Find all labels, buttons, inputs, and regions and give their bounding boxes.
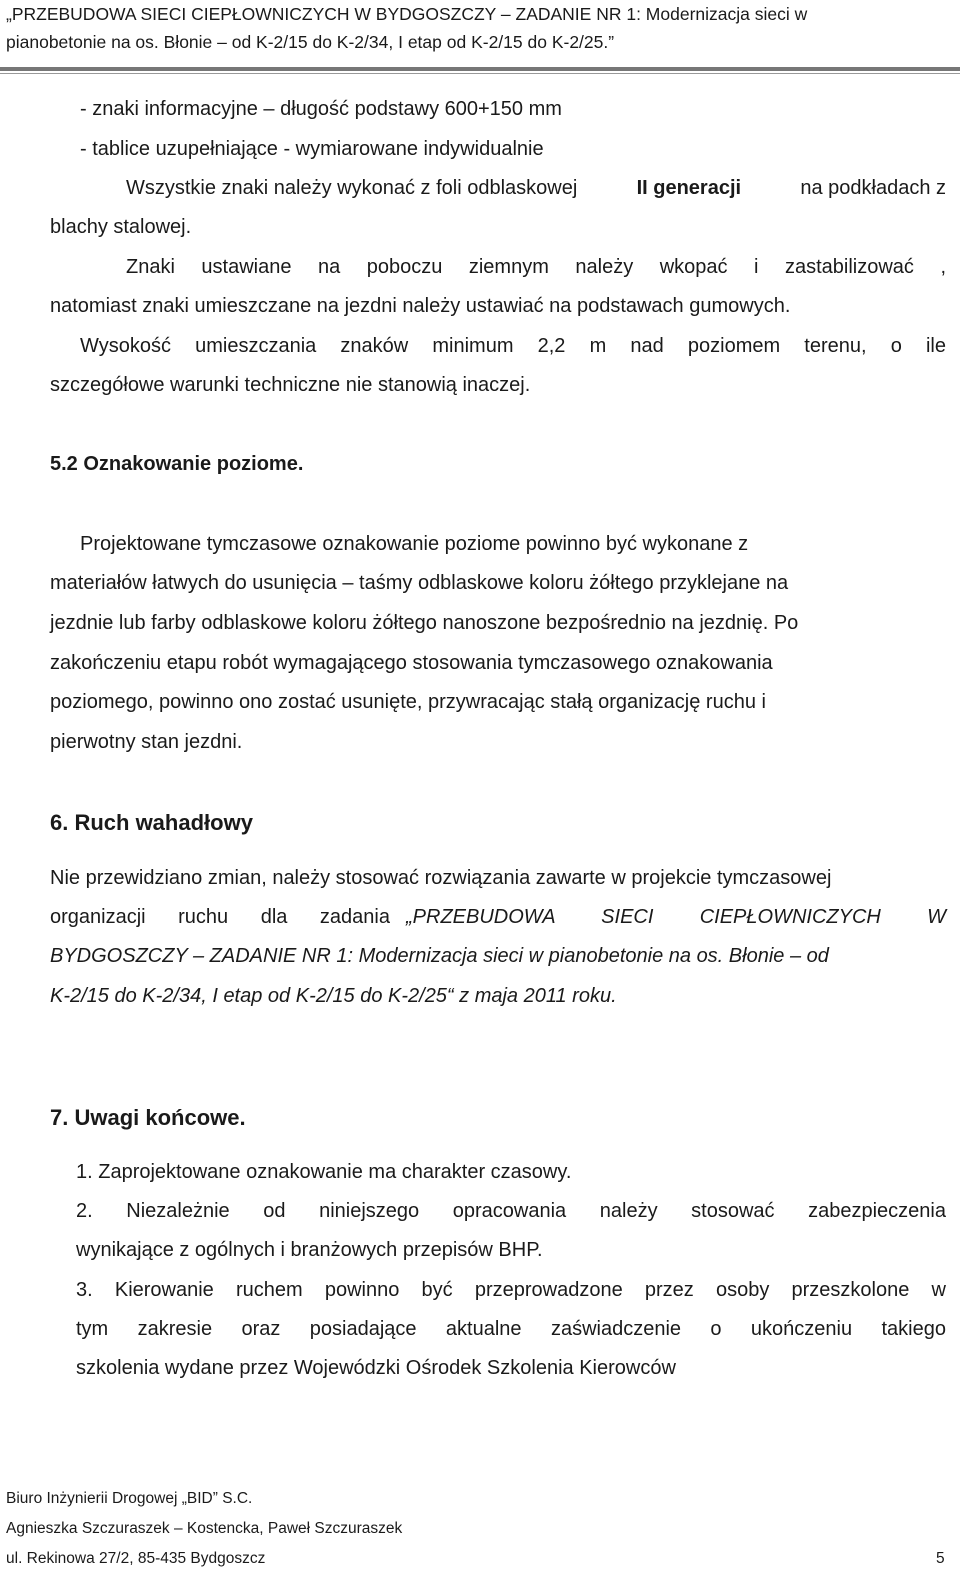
paragraph-line: jezdnie lub farby odblaskowe koloru żółtego nanoszone bezpośrednio na jezdnię. Po	[50, 612, 799, 634]
italic-line: K-2/15 do K-2/34, I etap od K-2/15 do K-2/25“ z maja 2011 roku.	[50, 985, 617, 1007]
bold-text: II generacji	[636, 177, 742, 199]
list-item: 1. Zaprojektowane oznakowanie ma charakter czasowy.	[76, 1161, 572, 1183]
text-span: na podkładach z	[800, 177, 946, 199]
header-rule	[0, 67, 960, 71]
footer-authors: Agnieszka Szczuraszek – Kostencka, Paweł Szczuraszek	[6, 1520, 403, 1537]
paragraph-line: Znaki ustawiane na poboczu ziemnym należy wkopać i zastabilizować ,	[126, 256, 946, 278]
header-line-2: pianobetonie na os. Błonie – od K-2/15 do K-2/34, I etap od K-2/15 do K-2/25.”	[6, 32, 615, 52]
section-heading: 5.2 Oznakowanie poziome.	[50, 453, 304, 475]
section-heading: 7. Uwagi końcowe.	[50, 1105, 246, 1130]
list-item: - znaki informacyjne – długość podstawy 600+150 mm	[80, 98, 562, 120]
list-item: - tablice uzupełniające - wymiarowane indywidualnie	[80, 138, 544, 160]
page-number: 5	[936, 1550, 945, 1567]
footer-company: Biuro Inżynierii Drogowej „BID” S.C.	[6, 1490, 253, 1507]
text-span: organizacji ruchu dla zadania	[50, 906, 390, 928]
list-item: tym zakresie oraz posiadające aktualne zaświadczenie o ukończeniu takiego	[76, 1318, 946, 1340]
footer-address: ul. Rekinowa 27/2, 85-435 Bydgoszcz	[6, 1550, 266, 1567]
italic-line: BYDGOSZCZY – ZADANIE NR 1: Modernizacja sieci w pianobetonie na os. Błonie – od	[50, 945, 829, 967]
paragraph-line: zakończeniu etapu robót wymagającego stosowania tymczasowego oznakowania	[50, 652, 773, 674]
paragraph-line: blachy stalowej.	[50, 216, 192, 238]
italic-text: „PRZEBUDOWA SIECI CIEPŁOWNICZYCH W	[406, 906, 946, 928]
section-heading: 6. Ruch wahadłowy	[50, 810, 253, 835]
paragraph-line: Projektowane tymczasowe oznakowanie poziome powinno być wykonane z	[80, 533, 749, 555]
running-header	[6, 0, 952, 56]
list-item: szkolenia wydane przez Wojewódzki Ośrodek Szkolenia Kierowców	[76, 1357, 676, 1379]
paragraph-line: Wysokość umieszczania znaków minimum 2,2 m nad poziomem terenu, o ile	[80, 335, 946, 357]
paragraph-line	[126, 177, 946, 200]
paragraph-line: pierwotny stan jezdni.	[50, 731, 243, 753]
header-rule-thin	[0, 73, 960, 74]
paragraph-line: materiałów łatwych do usunięcia – taśmy odblaskowe koloru żółtego przyklejane na	[50, 572, 789, 594]
text-span: Wszystkie znaki należy wykonać z foli odblaskowej	[126, 177, 578, 199]
paragraph-line: Nie przewidziano zmian, należy stosować rozwiązania zawarte w projekcie tymczasowej	[50, 867, 832, 889]
list-item: 2. Niezależnie od niniejszego opracowania należy stosować zabezpieczenia	[76, 1200, 946, 1222]
header-line-1: „PRZEBUDOWA SIECI CIEPŁOWNICZYCH W BYDGOSZCZY – ZADANIE NR 1: Modernizacja sieci w	[6, 4, 808, 24]
list-item: 3. Kierowanie ruchem powinno być przeprowadzone przez osoby przeszkolone w	[76, 1279, 946, 1301]
paragraph-line: natomiast znaki umieszczane na jezdni należy ustawiać na podstawach gumowych.	[50, 295, 791, 317]
paragraph-line: poziomego, powinno ono zostać usunięte, przywracając stałą organizację ruchu i	[50, 691, 766, 713]
list-item: wynikające z ogólnych i branżowych przepisów BHP.	[76, 1239, 543, 1261]
paragraph-line: szczegółowe warunki techniczne nie stanowią inaczej.	[50, 374, 531, 396]
paragraph-line	[50, 906, 946, 929]
